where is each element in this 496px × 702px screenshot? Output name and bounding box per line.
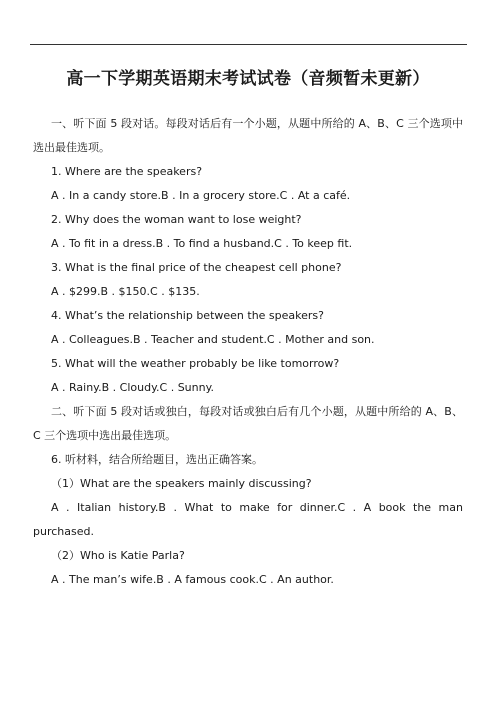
question-2: 2. Why does the woman want to lose weight?	[51, 213, 302, 226]
suboptions-6-2: A . The man’s wife.B . A famous cook.C . An author.	[51, 573, 334, 586]
section1-heading: 一、听下面 5 段对话。每段对话后有一个小题，从题中所给的 A、B、C 三个选项中选出最佳选项。	[33, 117, 463, 154]
options-1: A . In a candy store.B . In a grocery store.C . At a café.	[51, 189, 351, 202]
options-3: A . $299.B . $150.C . $135.	[51, 285, 200, 298]
question-4: 4. What’s the relationship between the speakers?	[51, 309, 324, 322]
options-2: A . To fit in a dress.B . To find a husband.C . To keep fit.	[51, 237, 353, 250]
document-body	[33, 112, 463, 592]
subquestion-6-2: （2）Who is Katie Parla?	[51, 549, 185, 562]
question-1: 1. Where are the speakers?	[51, 165, 203, 178]
question-6-intro: 6. 听材料，结合所给题目，选出正确答案。	[51, 453, 263, 466]
subquestion-6-1: （1）What are the speakers mainly discussing?	[51, 477, 312, 490]
options-4: A . Colleagues.B . Teacher and student.C . Mother and son.	[51, 333, 375, 346]
section2-heading: 二、听下面 5 段对话或独白，每段对话或独白后有几个小题，从题中所给的 A、B、C 三个选项中选出最佳选项。	[33, 405, 463, 442]
page-title: 高一下学期英语期末考试试卷（音频暂未更新）	[66, 69, 430, 89]
options-5: A . Rainy.B . Cloudy.C . Sunny.	[51, 381, 215, 394]
suboptions-6-1: A . Italian history.B . What to make for dinner.C . A book the man purchased.	[33, 501, 463, 538]
question-3: 3. What is the final price of the cheapest cell phone?	[51, 261, 342, 274]
header-rule	[30, 44, 467, 45]
question-5: 5. What will the weather probably be like tomorrow?	[51, 357, 340, 370]
